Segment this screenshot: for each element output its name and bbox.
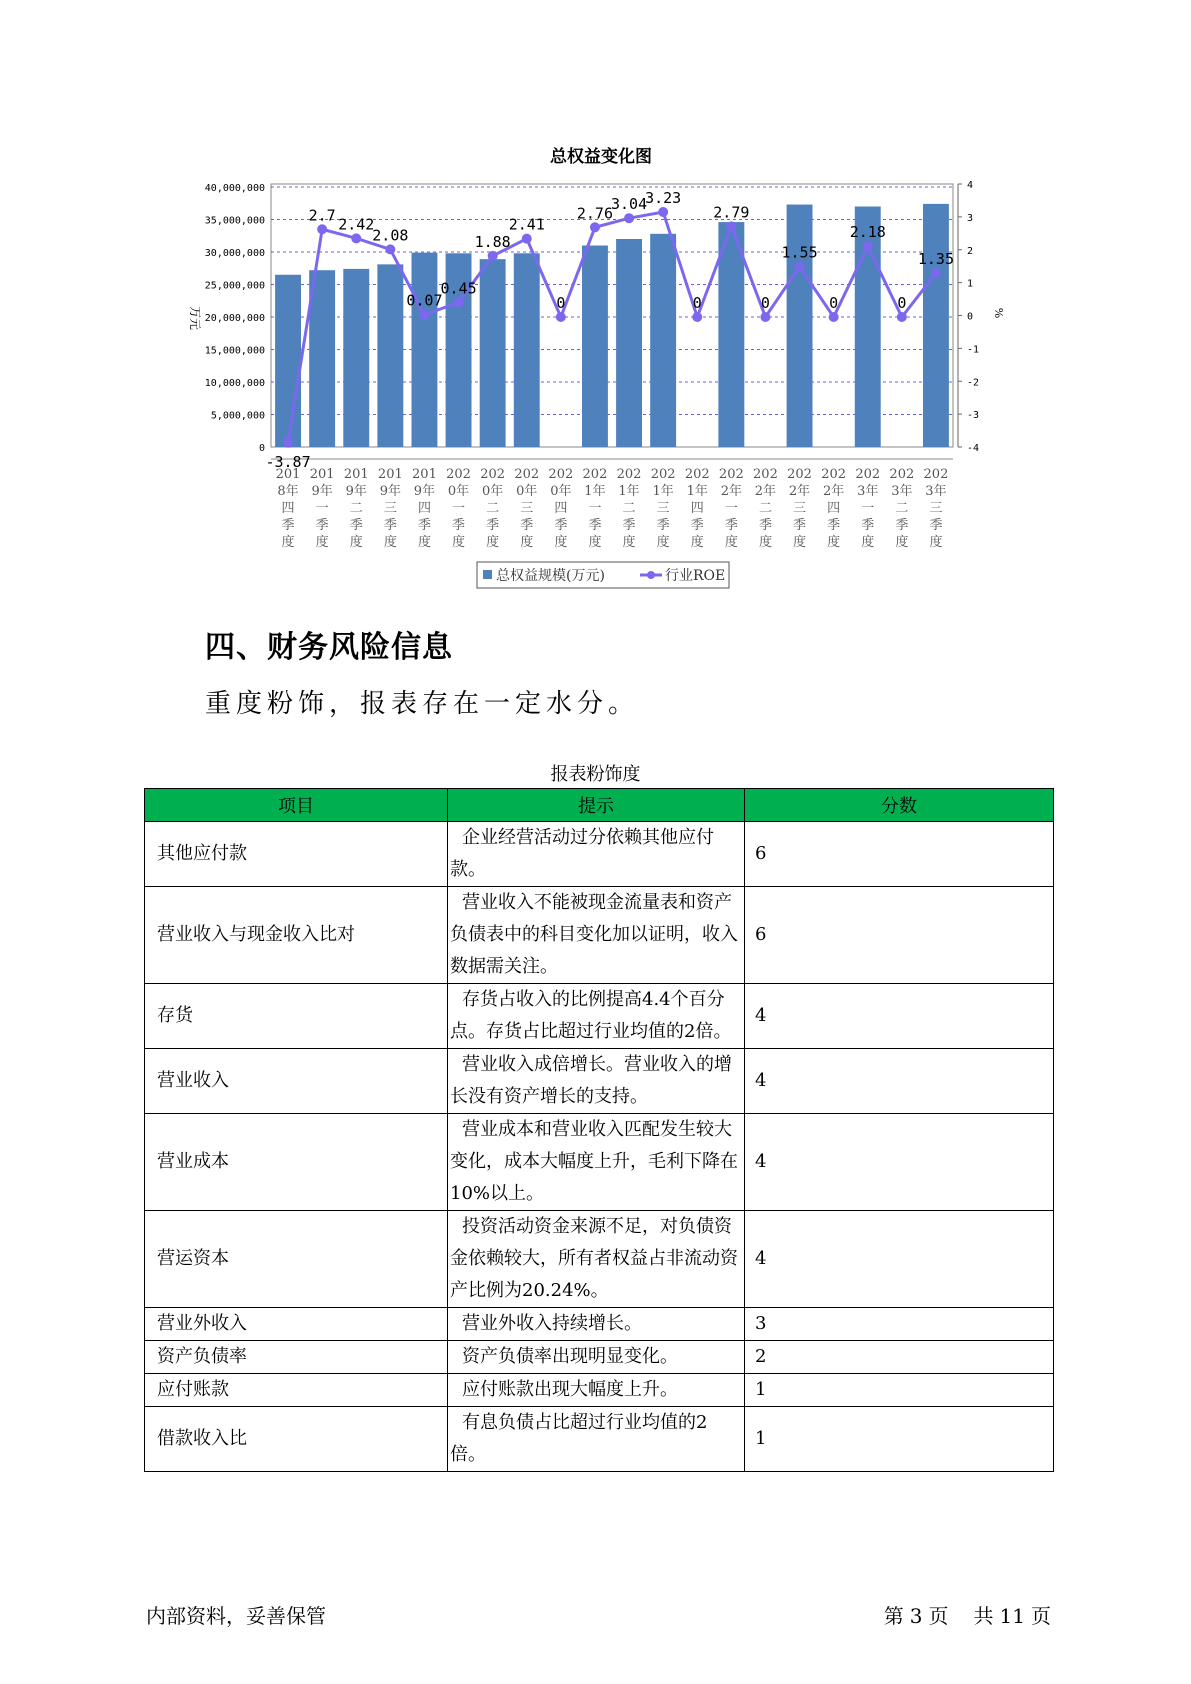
row-score: 4 — [745, 1211, 1054, 1308]
header-item: 项目 — [145, 789, 448, 822]
row-item: 营业收入与现金收入比对 — [145, 887, 448, 984]
bar — [480, 259, 506, 447]
bar — [787, 205, 813, 447]
bar — [309, 270, 335, 447]
roe-data-label: 0 — [556, 294, 566, 312]
roe-point — [454, 297, 464, 307]
roe-data-label: 1.88 — [474, 232, 511, 251]
page-num: 3 — [909, 1604, 923, 1628]
y-tick-right: 3 — [967, 212, 974, 224]
row-hint: 资产负债率出现明显变化。 — [448, 1341, 745, 1374]
row-item: 应付账款 — [145, 1374, 448, 1407]
roe-data-label: 0.45 — [440, 279, 477, 298]
row-item: 资产负债率 — [145, 1341, 448, 1374]
x-tick-label: 202 1年三季度 — [650, 467, 676, 550]
total-suffix: 页 — [1031, 1604, 1051, 1628]
roe-data-label: 3.04 — [610, 195, 648, 214]
table-row — [145, 1341, 1054, 1374]
x-tick-label: 201 9年三季度 — [377, 467, 403, 550]
x-tick-label: 202 1年二季度 — [616, 467, 642, 550]
roe-point — [556, 312, 566, 322]
total-num: 11 — [999, 1604, 1025, 1628]
table-caption: 报表粉饰度 — [550, 764, 641, 785]
bar — [411, 253, 437, 447]
bar — [650, 234, 676, 447]
roe-data-label: 2.79 — [713, 203, 750, 222]
roe-data-label: 0.07 — [406, 291, 443, 310]
y-tick-right: -4 — [967, 443, 980, 454]
y-tick-right: 4 — [967, 180, 974, 191]
y-tick-right: 2 — [967, 245, 974, 257]
table-row — [145, 1211, 1054, 1308]
row-score: 4 — [745, 1049, 1054, 1114]
x-tick-label: 202 3年三季度 — [923, 467, 949, 550]
row-hint: 营业成本和营业收入匹配发生较大变化，成本大幅度上升，毛利下降在10%以上。 — [448, 1114, 745, 1211]
legend-swatch-bar — [483, 570, 492, 579]
roe-point — [624, 213, 634, 223]
y-tick-right: -2 — [967, 377, 980, 389]
row-score: 6 — [745, 887, 1054, 984]
roe-point — [522, 234, 532, 244]
roe-data-label: 2.7 — [308, 206, 336, 225]
roe-data-label: 0 — [692, 294, 702, 312]
row-hint: 存货占收入的比例提高4.4个百分点。存货占比超过行业均值的2倍。 — [448, 984, 745, 1049]
roe-point — [760, 312, 770, 322]
row-hint: 营业收入成倍增长。营业收入的增长没有资产增长的支持。 — [448, 1049, 745, 1114]
y-axis-title-right: % — [992, 307, 1005, 319]
header-hint: 提示 — [448, 789, 745, 822]
roe-data-label: 0 — [829, 294, 839, 312]
row-item: 其他应付款 — [145, 822, 448, 887]
roe-point — [351, 233, 361, 243]
table-row — [145, 887, 1054, 984]
bar — [923, 204, 949, 447]
roe-data-label: 2.08 — [372, 226, 409, 245]
roe-point — [829, 312, 839, 322]
section-heading: 四、财务风险信息 — [205, 630, 453, 665]
row-score: 4 — [745, 1114, 1054, 1211]
table-row — [145, 1114, 1054, 1211]
row-score: 6 — [745, 822, 1054, 887]
roe-point — [283, 438, 293, 448]
roe-point — [419, 310, 429, 320]
row-item: 借款收入比 — [145, 1407, 448, 1472]
roe-data-label: 3.23 — [645, 189, 682, 208]
y-tick-right: 1 — [967, 278, 974, 290]
total-prefix: 共 — [973, 1604, 994, 1628]
row-score: 2 — [745, 1341, 1054, 1374]
roe-point — [385, 244, 395, 254]
roe-data-label: 2.42 — [338, 215, 375, 234]
y-tick-left: 15,000,000 — [204, 345, 265, 357]
roe-data-label: 2.18 — [849, 223, 886, 242]
roe-data-label: 2.41 — [508, 215, 545, 234]
roe-point — [931, 268, 941, 278]
table-row — [145, 1049, 1054, 1114]
row-hint: 投资活动资金来源不足，对负债资金依赖较大，所有者权益占非流动资产比例为20.24%。 — [448, 1211, 745, 1308]
bar — [343, 269, 369, 447]
row-hint: 营业外收入持续增长。 — [448, 1308, 745, 1341]
x-tick-label: 201 8年四季度 — [275, 467, 301, 550]
x-tick-label: 202 2年一季度 — [718, 467, 744, 550]
header-score: 分数 — [745, 789, 1054, 822]
row-score: 1 — [745, 1374, 1054, 1407]
roe-data-label: 1.55 — [781, 243, 818, 262]
x-tick-label: 202 3年二季度 — [889, 467, 915, 550]
bar — [616, 239, 642, 447]
row-score: 4 — [745, 984, 1054, 1049]
y-tick-left: 35,000,000 — [204, 215, 265, 227]
legend-label-line: 行业ROE — [665, 568, 726, 584]
row-hint: 营业收入不能被现金流量表和资产负债表中的科目变化加以证明，收入数据需关注。 — [448, 887, 745, 984]
bar — [582, 246, 608, 448]
row-hint: 企业经营活动过分依赖其他应付款。 — [448, 822, 745, 887]
x-tick-label: 202 2年四季度 — [821, 467, 847, 550]
x-tick-label: 201 9年二季度 — [343, 467, 369, 550]
y-tick-left: 0 — [258, 443, 265, 454]
page-prefix: 第 — [883, 1604, 904, 1628]
row-score: 1 — [745, 1407, 1054, 1472]
row-item: 营业成本 — [145, 1114, 448, 1211]
y-tick-left: 20,000,000 — [204, 313, 265, 324]
row-hint: 应付账款出现大幅度上升。 — [448, 1374, 745, 1407]
x-tick-label: 202 0年一季度 — [446, 467, 471, 550]
y-tick-left: 40,000,000 — [204, 183, 265, 194]
x-tick-label: 201 9年一季度 — [309, 467, 335, 550]
table-header-row — [145, 789, 1054, 822]
row-item: 营运资本 — [145, 1211, 448, 1308]
footer-confidential: 内部资料，妥善保管 — [146, 1604, 326, 1628]
y-tick-left: 30,000,000 — [204, 248, 265, 259]
row-hint: 有息负债占比超过行业均值的2倍。 — [448, 1407, 745, 1472]
x-tick-label: 202 2年三季度 — [787, 467, 812, 550]
roe-data-label: -3.87 — [265, 452, 311, 471]
roe-point — [863, 241, 873, 251]
legend-label-bar: 总权益规模(万元) — [496, 568, 605, 584]
roe-point — [488, 251, 498, 261]
chart-title: 总权益变化图 — [550, 147, 652, 167]
section-text: 重度粉饰，报表存在一定水分。 — [205, 689, 640, 719]
y-tick-left: 10,000,000 — [204, 378, 265, 389]
equity-chart — [0, 0, 1191, 600]
x-tick-label: 202 2年二季度 — [753, 467, 778, 550]
row-item: 营业收入 — [145, 1049, 448, 1114]
x-tick-label: 202 0年三季度 — [514, 467, 540, 550]
y-tick-right: -3 — [967, 410, 980, 422]
legend-swatch-point — [647, 571, 655, 579]
row-score: 3 — [745, 1308, 1054, 1341]
y-tick-right: -1 — [967, 344, 980, 356]
y-tick-left: 25,000,000 — [204, 280, 265, 292]
roe-point — [692, 312, 702, 322]
y-tick-left: 5,000,000 — [210, 410, 265, 422]
page-suffix: 页 — [928, 1604, 949, 1628]
roe-point — [658, 207, 668, 217]
table-row — [145, 1308, 1054, 1341]
table-row — [145, 1374, 1054, 1407]
equity-chart-svg — [0, 0, 1191, 600]
risk-table — [144, 788, 1054, 1472]
roe-data-label: 0 — [760, 294, 770, 312]
y-tick-right: 0 — [967, 311, 974, 323]
x-tick-label: 202 0年二季度 — [480, 467, 506, 550]
x-tick-label: 202 1年四季度 — [684, 467, 710, 550]
roe-point — [590, 222, 600, 232]
roe-data-label: 0 — [897, 294, 907, 312]
y-axis-title-left: 万元 — [188, 305, 202, 331]
row-item: 存货 — [145, 984, 448, 1049]
roe-data-label: 1.35 — [917, 250, 955, 269]
bar — [718, 222, 744, 447]
roe-point — [317, 224, 327, 234]
x-tick-label: 202 3年一季度 — [855, 467, 881, 550]
x-tick-label: 202 0年四季度 — [548, 467, 574, 550]
x-tick-label: 202 1年一季度 — [582, 467, 608, 550]
bar — [514, 253, 540, 447]
roe-point — [795, 262, 805, 272]
row-item: 营业外收入 — [145, 1308, 448, 1341]
x-tick-label: 201 9年四季度 — [412, 467, 437, 550]
roe-point — [897, 312, 907, 322]
table-row — [145, 822, 1054, 887]
roe-data-label: 2.76 — [576, 204, 614, 223]
footer-page-number — [881, 1600, 1054, 1629]
bar — [275, 275, 301, 447]
table-row — [145, 1407, 1054, 1472]
table-row — [145, 984, 1054, 1049]
bar — [377, 264, 403, 447]
roe-point — [726, 221, 736, 231]
